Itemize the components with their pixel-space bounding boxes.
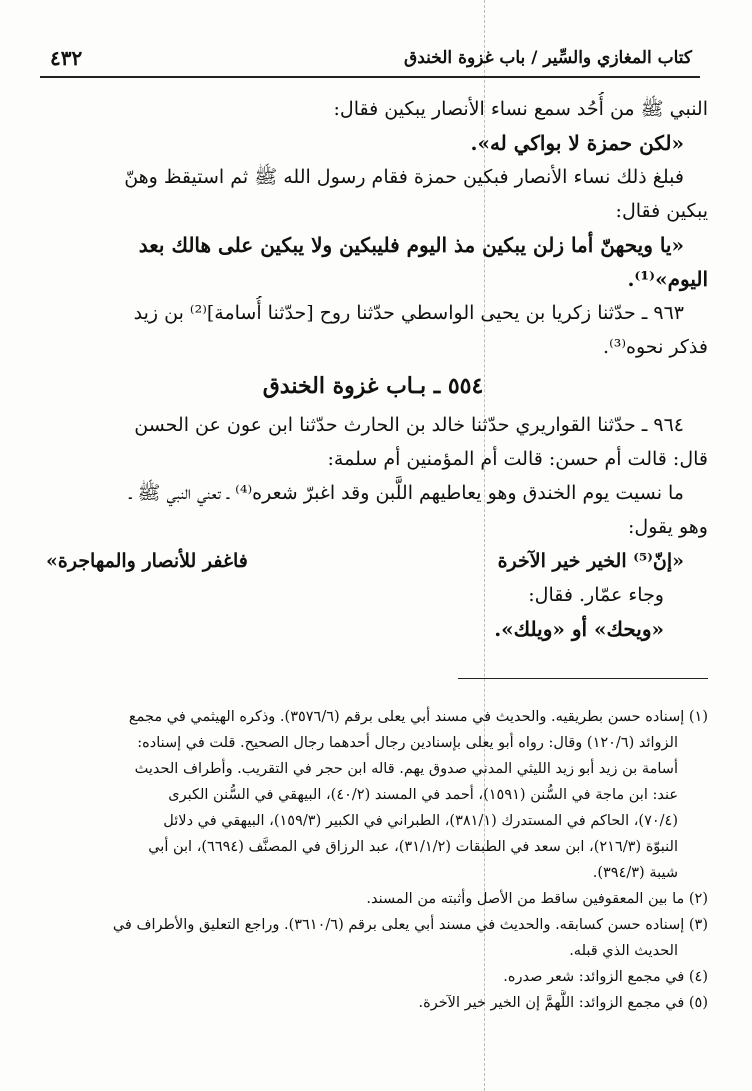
- running-header: [40, 42, 700, 78]
- poem-verse: [38, 544, 708, 578]
- footnote-line: النبوّة (٢١٦/٣)، ابن سعد في الطبقات (٣١/١/٢)، عبد الرزاق في المصنَّف (٦٦٩٤)، ابن أبي: [148, 839, 678, 855]
- footnote-line: (٧٠/٤)، الحاكم في المستدرك (٣٨١/١)، الطبراني في الكبير (١٥٩/٣)، البيهقي في دلائل: [163, 813, 678, 829]
- body-line: فبلغ ذلك نساء الأنصار فبكين حمزة فقام رسول الله ﷺ ثم استيقظ وهنّ: [124, 166, 684, 188]
- footnote-line: (٢) ما بين المعقوفين ساقط من الأصل وأثبته من المسند.: [366, 891, 708, 907]
- footnote-line: أسامة بن زيد أبو زيد الليثي المدني صدوق يهم. قاله ابن حجر في التقريب. وأطراف الحديث: [134, 761, 678, 777]
- footnote-line: عند: ابن ماجة في السُّنن (١٥٩١)، أحمد في المسند (٤٠/٢)، البيهقي في السُّنن الكبرى: [168, 787, 678, 803]
- footnote-line: شيبة (٣٩٤/٣).: [592, 865, 678, 881]
- body-line: ما نسيت يوم الخندق وهو يعاطيهم اللَّبن وقد اغبرّ شعره⁽⁴⁾ ـ تعني النبي ﷺ ـ: [129, 482, 684, 504]
- footnote-line: الزوائد (١٢٠/٦) وقال: رواه أبو يعلى بإسنادين رجال أحدهما رجال الصحيح. قلت في إسناده:: [137, 735, 678, 751]
- body-line: «يا ويحهنّ أما زلن يبكين مذ اليوم فليبكين ولا يبكين على هالك بعد: [138, 233, 684, 257]
- running-header-title: كتاب المغازي والسِّير / باب غزوة الخندق: [404, 48, 692, 68]
- poem-hemistich-left: فاغفر للأنصار والمهاجرة»: [46, 550, 248, 572]
- footnote-line: (٥) في مجمع الزوائد: اللَّهمَّ إن الخير خير الآخرة.: [418, 995, 708, 1011]
- page-number: ٤٣٢: [50, 46, 83, 70]
- body-line: ٩٦٤ ـ حدّثنا القواريري حدّثنا خالد بن الحارث حدّثنا ابن عون عن الحسن: [134, 414, 684, 436]
- body-line: النبي ﷺ من أُحُد سمع نساء الأنصار يبكين فقال:: [333, 98, 708, 120]
- footnote-line: (٤) في مجمع الزوائد: شعر صدره.: [503, 969, 708, 985]
- body-line: وجاء عمّار. فقال:: [528, 584, 664, 606]
- body-line: فذكر نحوه⁽³⁾.: [603, 336, 708, 358]
- body-line: يبكين فقال:: [615, 200, 708, 222]
- main-text: [38, 92, 708, 646]
- footnote-line: (١) إسناده حسن بطريقيه. والحديث في مسند أبي يعلى برقم (٣٥٧٦/٦). وذكره الهيثمي في مجمع: [128, 709, 708, 725]
- body-line: ٩٦٣ ـ حدّثنا زكريا بن يحيى الواسطي حدّثنا روح [حدّثنا أُسامة]⁽²⁾ بن زيد: [133, 302, 684, 324]
- body-line: قال: قالت أم حسن: قالت أم المؤمنين أم سلمة:: [327, 448, 708, 470]
- poem-hemistich-right: «إنّ⁽⁵⁾ الخير خير الآخرة: [497, 550, 684, 572]
- footnote-line: (٣) إسناده حسن كسابقه. والحديث في مسند أبي يعلى برقم (٣٦١٠/٦). وراجع التعليق والأطراف في: [112, 917, 708, 933]
- chapter-heading: ٥٥٤ ـ بـاب غزوة الخندق: [262, 373, 484, 399]
- body-line: «لكن حمزة لا بواكي له».: [470, 131, 684, 155]
- body-line: اليوم»⁽¹⁾.: [627, 267, 708, 291]
- footnote-separator: [458, 678, 708, 679]
- body-line: وهو يقول:: [628, 516, 708, 538]
- body-line: «ويحك» أو «ويلك».: [494, 617, 664, 641]
- footnote-line: الحديث الذي قبله.: [569, 943, 678, 959]
- footnotes: [42, 704, 708, 1016]
